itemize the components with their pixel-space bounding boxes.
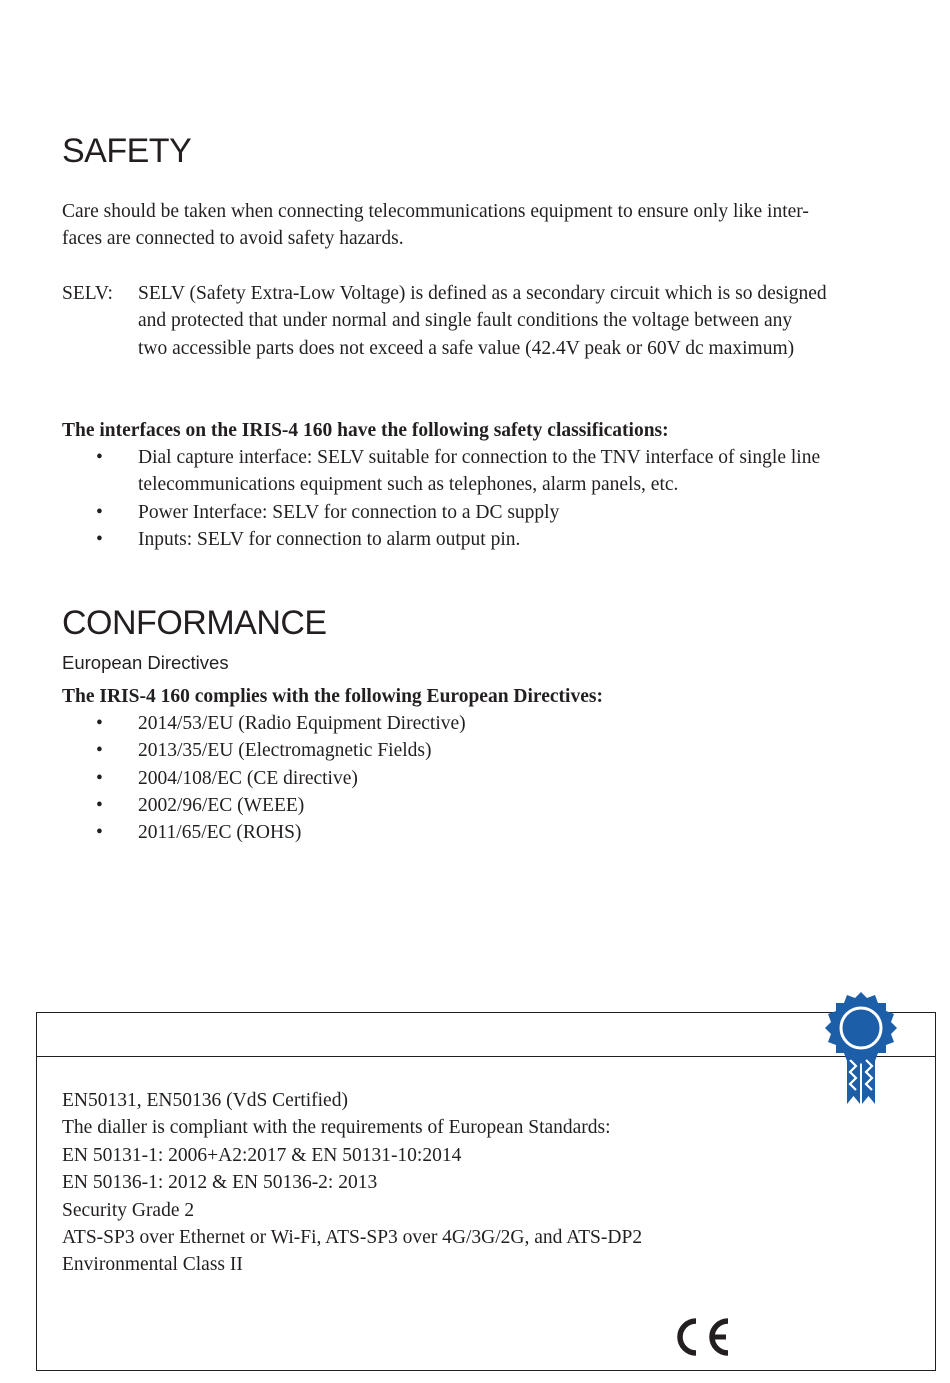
certification-line: Security Grade 2 (62, 1199, 195, 1221)
list-item (0, 499, 853, 526)
rosette-award-icon (822, 992, 900, 1110)
certification-line: EN 50131-1: 2006+A2:2017 & EN 50131-10:2014 (62, 1144, 462, 1166)
list-item (0, 526, 853, 553)
list-item-line1: Dial capture interface: SELV suitable for connection to the TNV interface of single line (138, 447, 821, 468)
bullet: • (96, 740, 103, 762)
certification-line: EN50131, EN50136 (VdS Certified) (62, 1090, 348, 1111)
bullet: • (96, 767, 103, 789)
selv-line1: SELV (Safety Extra-Low Voltage) is defined as a secondary circuit which is so designed (138, 283, 827, 304)
list-item (0, 819, 853, 846)
classifications-list (0, 444, 853, 553)
directive-text: 2011/65/EC (ROHS) (138, 822, 302, 844)
certification-box (36, 1012, 936, 1371)
certification-line: EN 50136-1: 2012 & EN 50136-2: 2013 (62, 1172, 378, 1194)
certification-lines (62, 1087, 642, 1279)
safety-intro-line2: faces are connected to avoid safety hazards. (62, 228, 404, 250)
directive-text: 2002/96/EC (WEEE) (138, 794, 305, 816)
european-directives-subheading: European Directives (62, 652, 229, 673)
directive-text: 2004/108/EC (CE directive) (138, 767, 358, 789)
bullet: • (96, 447, 103, 468)
list-item (0, 765, 853, 792)
conformance-heading: CONFORMANCE (62, 604, 327, 642)
directives-heading: The IRIS-4 160 complies with the following European Directives: (62, 686, 603, 707)
selv-line2: and protected that under normal and single fault conditions the voltage between any (138, 310, 793, 332)
bullet: • (96, 713, 103, 734)
directives-list (0, 710, 853, 846)
list-item-line2: telecommunications equipment such as telephones, alarm panels, etc. (138, 474, 679, 496)
rosette-seal (825, 992, 897, 1064)
list-item (0, 710, 853, 737)
certification-line: ATS-SP3 over Ethernet or Wi-Fi, ATS-SP3 over 4G/3G/2G, and ATS-DP2 (62, 1227, 643, 1249)
classifications-heading: The interfaces on the IRIS-4 160 have the following safety classifications: (62, 420, 669, 441)
bullet: • (96, 528, 103, 550)
bullet: • (96, 794, 103, 816)
safety-intro-line1: Care should be taken when connecting telecommunications equipment to ensure only like inter- (62, 201, 809, 222)
list-item (0, 792, 853, 819)
list-item-line1: Power Interface: SELV for connection to a DC supply (138, 501, 560, 523)
ce-mark-icon (670, 1316, 732, 1358)
directive-text: 2013/35/EU (Electromagnetic Fields) (138, 740, 432, 762)
list-item (0, 444, 853, 499)
list-item-line1: Inputs: SELV for connection to alarm output pin. (138, 528, 521, 550)
selv-definition (138, 280, 853, 362)
certification-line: Environmental Class II (62, 1254, 243, 1276)
safety-intro (62, 198, 852, 253)
bullet: • (96, 822, 103, 844)
selv-line3: two accessible parts does not exceed a safe value (42.4V peak or 60V dc maximum) (138, 337, 795, 359)
bullet: • (96, 501, 103, 523)
selv-label: SELV: (62, 283, 113, 304)
box-divider (37, 1056, 935, 1057)
safety-heading: SAFETY (62, 132, 192, 170)
list-item (0, 737, 853, 764)
directive-text: 2014/53/EU (Radio Equipment Directive) (138, 713, 466, 734)
certification-line: The dialler is compliant with the requirements of European Standards: (62, 1117, 611, 1139)
